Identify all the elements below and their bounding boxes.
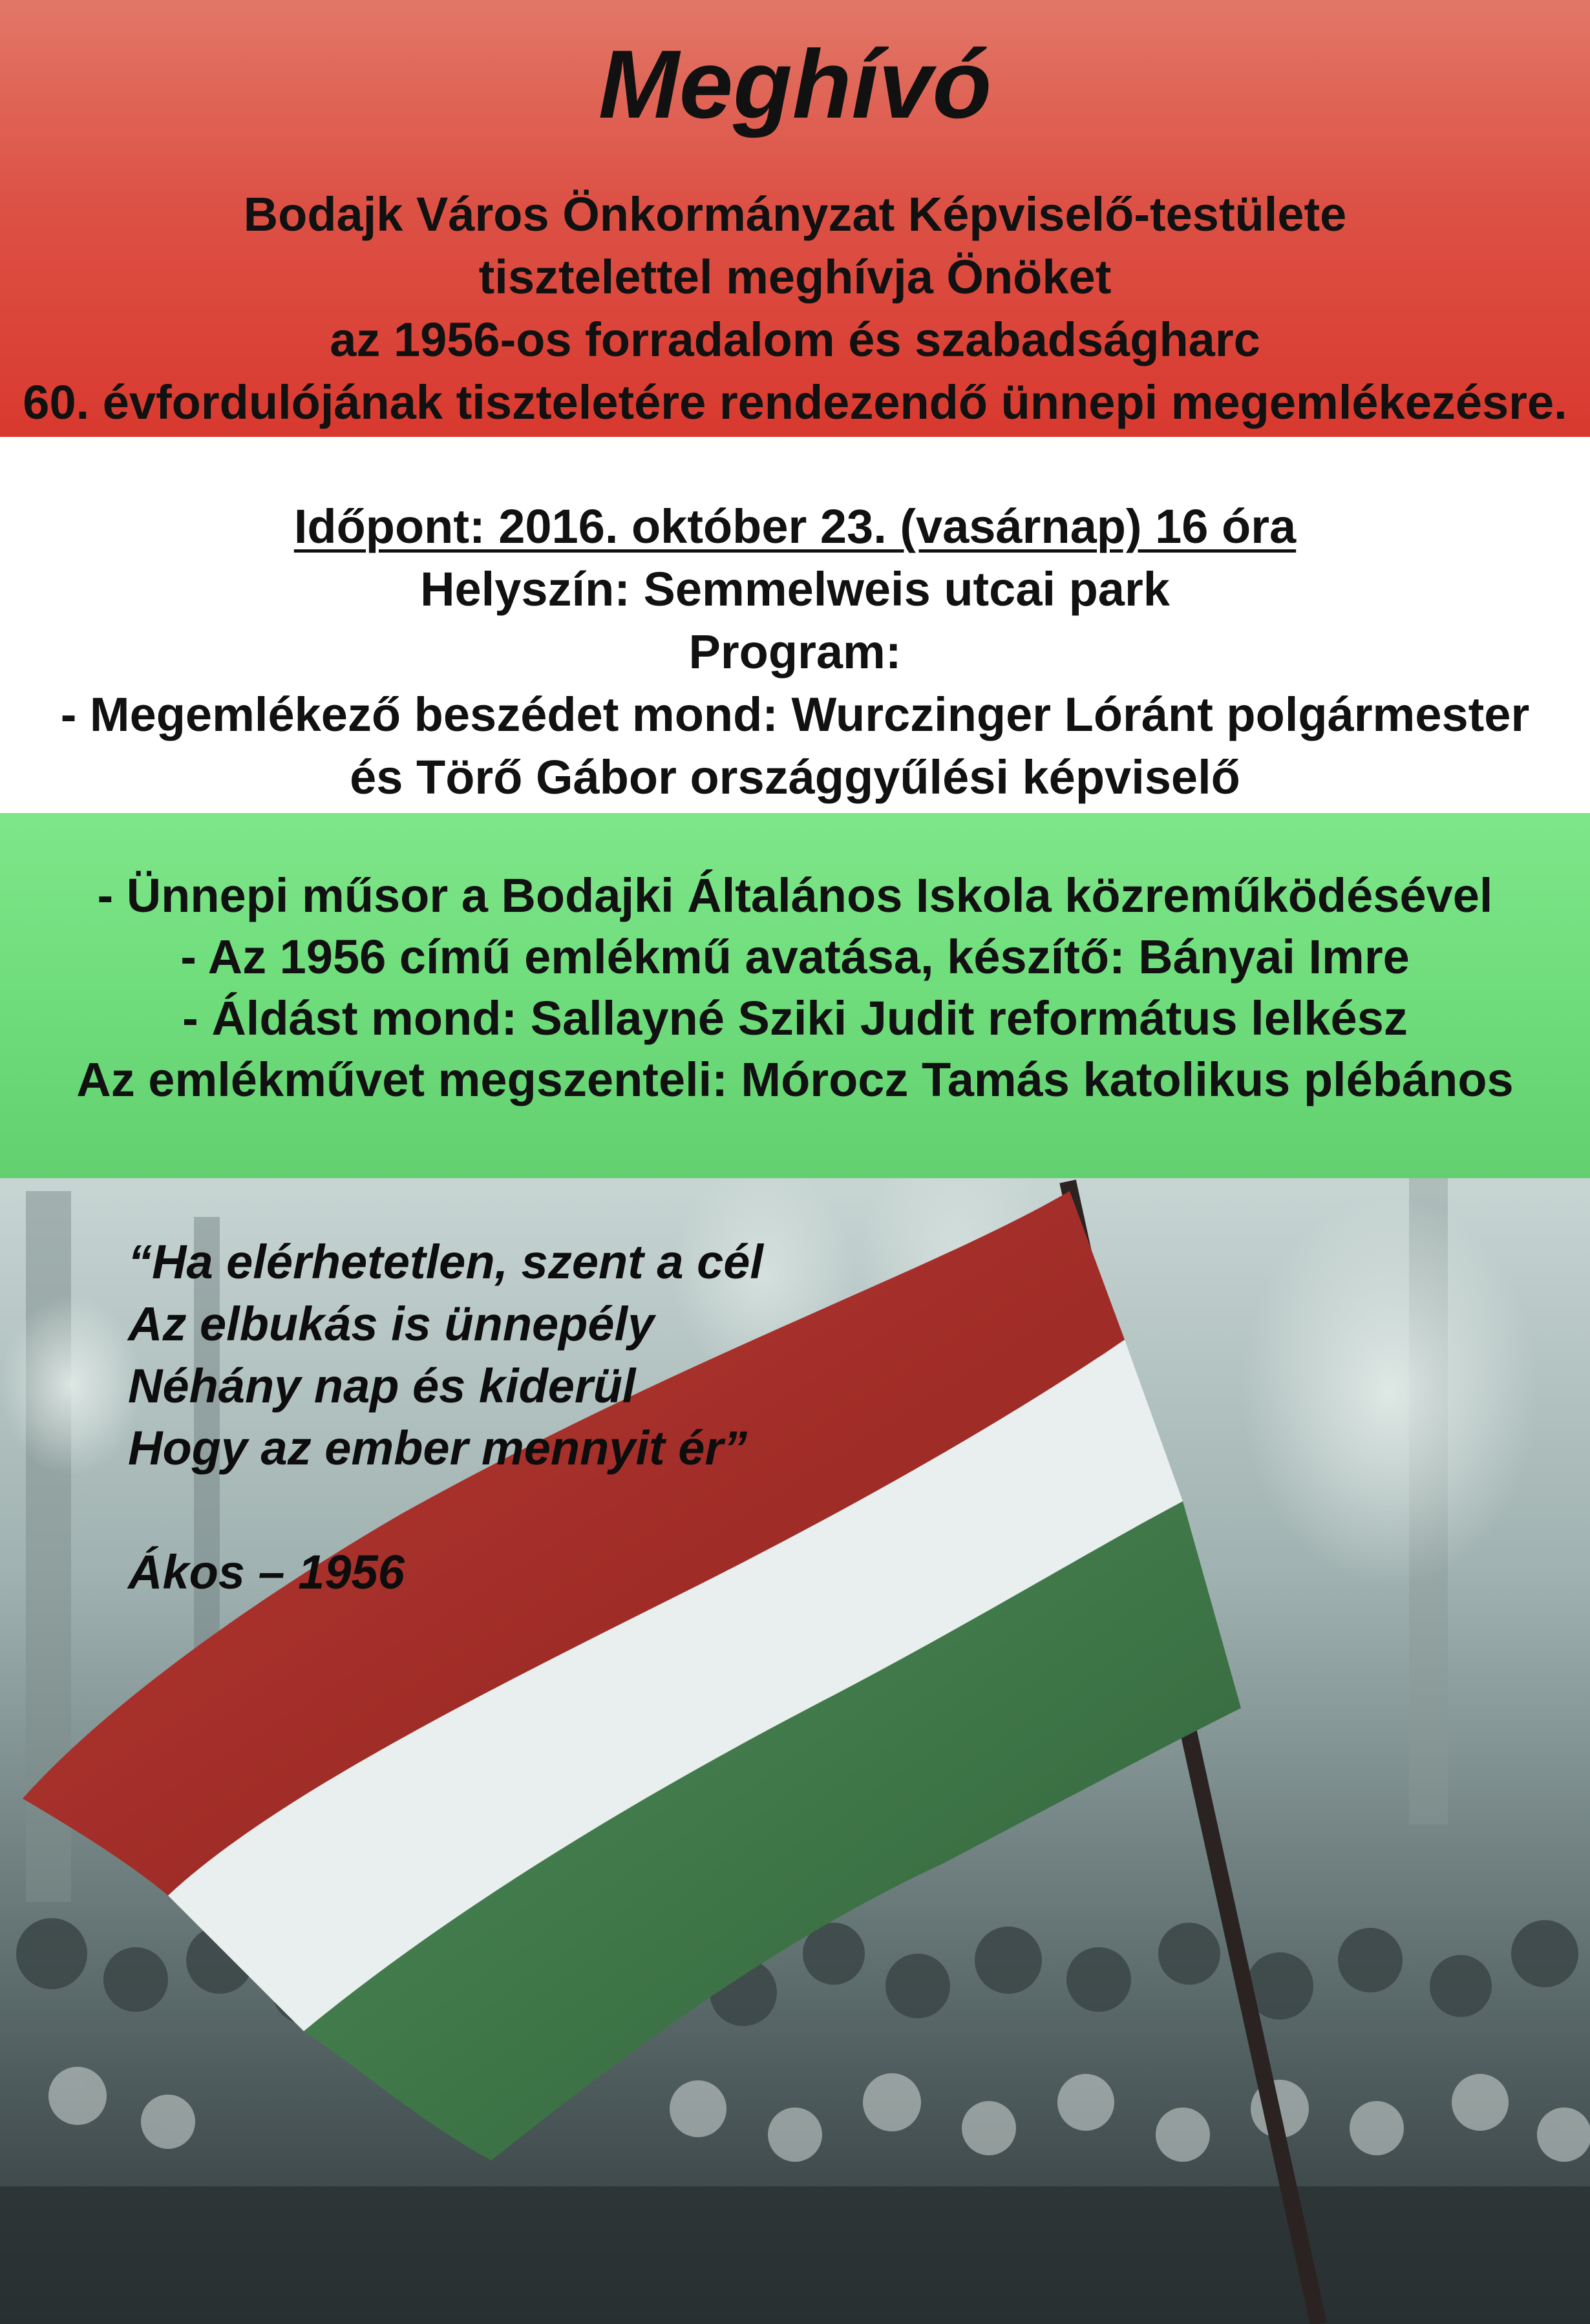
quote-spacer [128, 1479, 763, 1541]
event-datetime: Időpont: 2016. október 23. (vasárnap) 16 óra [293, 500, 1297, 553]
program-list [0, 865, 1590, 1110]
red-band [0, 0, 1590, 437]
program-item: és Törő Gábor országgyűlési képviselő [350, 750, 1240, 804]
page-title: Meghívó [598, 30, 992, 138]
intro-line: az 1956-os forradalom és szabadságharc [330, 313, 1260, 366]
event-details [0, 495, 1590, 808]
quote-line: Néhány nap és kiderül [128, 1359, 636, 1413]
quote-line: Az elbukás is ünnepély [128, 1297, 655, 1351]
quote-line: Hogy az ember mennyit ér” [128, 1421, 748, 1475]
invitation-intro [0, 183, 1590, 434]
intro-line: tisztelettel meghívja Önöket [478, 250, 1112, 304]
program-item: Az emlékművet megszenteli: Mórocz Tamás katolikus plébános [76, 1053, 1514, 1106]
program-item: - Ünnepi műsor a Bodajki Általános Iskola közreműködésével [97, 869, 1493, 922]
event-location: Helyszín: Semmelweis utcai park [420, 562, 1170, 616]
program-label: Program: [688, 625, 902, 679]
intro-line: 60. évfordulójának tiszteletére rendezendő ünnepi megemlékezésre. [23, 375, 1567, 429]
program-item: - Az 1956 című emlékmű avatása, készítő: Bányai Imre [180, 930, 1410, 984]
intro-line: Bodajk Város Önkormányzat Képviselő-testülete [243, 187, 1347, 241]
quote-block [128, 1231, 763, 1603]
program-item: - Megemlékező beszédet mond: Wurczinger Lóránt polgármester [60, 688, 1530, 741]
quote-line: “Ha elérhetetlen, szent a cél [128, 1235, 763, 1289]
quote-attribution: Ákos – 1956 [128, 1545, 405, 1599]
program-item: - Áldást mond: Sallayné Sziki Judit református lelkész [182, 991, 1408, 1045]
